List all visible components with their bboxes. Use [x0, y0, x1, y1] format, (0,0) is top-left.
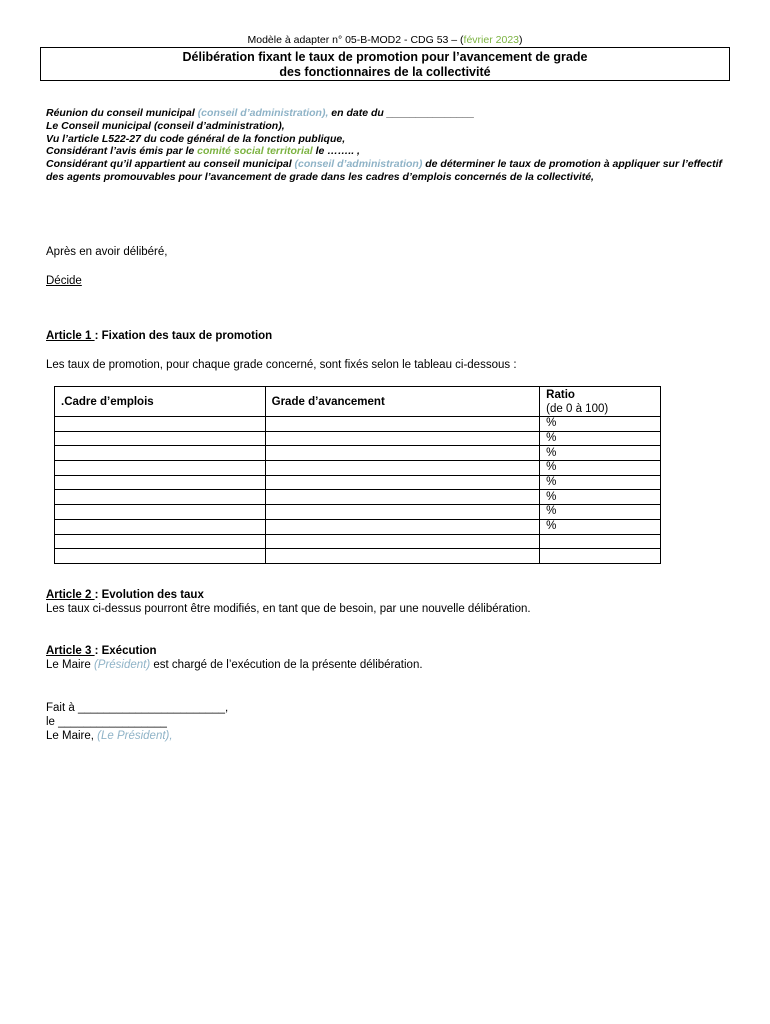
article-3-heading	[46, 645, 157, 657]
article-1-heading	[46, 330, 272, 342]
preamble-line-1-b: (conseil d’administration),	[197, 107, 329, 119]
cell-grade	[265, 417, 540, 432]
model-reference	[0, 34, 770, 46]
model-prefix: Modèle à adapter n° 05-B-MOD2 - CDG 53 – (	[247, 34, 464, 46]
article-2-label: Article 2	[46, 589, 95, 601]
header-grade-avancement: Grade d’avancement	[265, 387, 540, 417]
preamble-line-5	[46, 158, 722, 184]
preamble-line-1-c: en date du _______________	[328, 107, 475, 119]
cell-cadre	[55, 549, 266, 564]
cell-cadre	[55, 475, 266, 490]
preamble-line-5-b: (conseil d’administration)	[294, 158, 423, 171]
cell-cadre	[55, 534, 266, 549]
table-row	[55, 431, 661, 446]
article-2-title: : Evolution des taux	[94, 589, 204, 601]
preamble-line-5-c: de déterminer le taux de promotion à appliquer sur l’effectif des agents promouvables pour l’avancement de grade dans les cadres d’emplois concernés de la collectivité,	[46, 158, 723, 183]
model-suffix: )	[519, 34, 523, 46]
signature-a: Le Maire,	[46, 730, 98, 742]
cell-ratio: %	[540, 490, 661, 505]
article-1-title: : Fixation des taux de promotion	[94, 330, 273, 342]
document-title	[40, 47, 730, 81]
cell-ratio: %	[540, 475, 661, 490]
decide-heading: Décide	[46, 275, 82, 287]
table-row	[55, 446, 661, 461]
cell-grade	[265, 519, 540, 534]
table-header-row	[55, 387, 661, 417]
fait-a-line: Fait à _______________________,	[46, 702, 229, 714]
signature-b: (Le Président),	[97, 730, 173, 742]
title-line-2: des fonctionnaires de la collectivité	[279, 65, 491, 79]
signature-line	[46, 730, 173, 742]
preamble-line-5-a: Considérant qu’il appartient au conseil municipal	[46, 158, 295, 171]
preamble-line-4	[46, 145, 722, 158]
cell-grade	[265, 431, 540, 446]
article-3-title: : Exécution	[94, 645, 157, 657]
header-ratio-title: Ratio	[546, 389, 575, 401]
table-row	[55, 475, 661, 490]
table-row	[55, 490, 661, 505]
article-3-text-b: (Président)	[93, 659, 151, 671]
header-cadre-emplois: .Cadre d’emplois	[55, 387, 266, 417]
preamble-line-4-c: le …….. ,	[312, 145, 360, 158]
table-row	[55, 519, 661, 534]
preamble	[46, 107, 722, 184]
article-3-text	[46, 659, 423, 671]
date-line: le _________________	[46, 716, 167, 728]
cell-grade	[265, 534, 540, 549]
cell-cadre	[55, 461, 266, 476]
table-row	[55, 549, 661, 564]
promotion-rate-table	[54, 386, 661, 564]
article-1-label: Article 1	[46, 330, 95, 342]
preamble-line-1-a: Réunion du conseil municipal	[46, 107, 198, 119]
cell-ratio: %	[540, 431, 661, 446]
cell-grade	[265, 475, 540, 490]
cell-ratio: %	[540, 505, 661, 520]
model-date: février 2023	[463, 34, 519, 46]
cell-grade	[265, 490, 540, 505]
cell-grade	[265, 461, 540, 476]
cell-cadre	[55, 490, 266, 505]
header-ratio-sub: (de 0 à 100)	[546, 403, 609, 415]
article-3-text-c: est chargé de l’exécution de la présente délibération.	[150, 659, 423, 671]
article-1-text: Les taux de promotion, pour chaque grade concerné, sont fixés selon le tableau ci-dessous :	[46, 359, 517, 371]
article-3-label: Article 3	[46, 645, 95, 657]
title-line-1: Délibération fixant le taux de promotion pour l’avancement de grade	[182, 50, 588, 64]
article-3-text-a: Le Maire	[46, 659, 94, 671]
cell-cadre	[55, 431, 266, 446]
table-row	[55, 417, 661, 432]
cell-cadre	[55, 505, 266, 520]
preamble-line-4-a: Considérant l’avis émis par le	[46, 145, 198, 158]
cell-grade	[265, 549, 540, 564]
table-row	[55, 505, 661, 520]
apres-deliberation: Après en avoir délibéré,	[46, 246, 168, 258]
article-2-heading	[46, 589, 204, 601]
preamble-line-4-b: comité social territorial	[197, 145, 313, 158]
cell-grade	[265, 505, 540, 520]
cell-ratio: %	[540, 461, 661, 476]
cell-ratio: %	[540, 417, 661, 432]
table-row	[55, 461, 661, 476]
cell-ratio	[540, 534, 661, 549]
article-2-text: Les taux ci-dessus pourront être modifiés, en tant que de besoin, par une nouvelle délibération.	[46, 603, 531, 615]
cell-ratio: %	[540, 519, 661, 534]
cell-cadre	[55, 519, 266, 534]
cell-ratio	[540, 549, 661, 564]
cell-cadre	[55, 446, 266, 461]
cell-grade	[265, 446, 540, 461]
cell-cadre	[55, 417, 266, 432]
table-row	[55, 534, 661, 549]
preamble-line-1	[46, 107, 722, 120]
preamble-line-3: Vu l’article L522-27 du code général de la fonction publique,	[46, 132, 346, 145]
cell-ratio: %	[540, 446, 661, 461]
preamble-line-2: Le Conseil municipal (conseil d’administration),	[46, 119, 285, 132]
header-ratio	[540, 387, 661, 417]
